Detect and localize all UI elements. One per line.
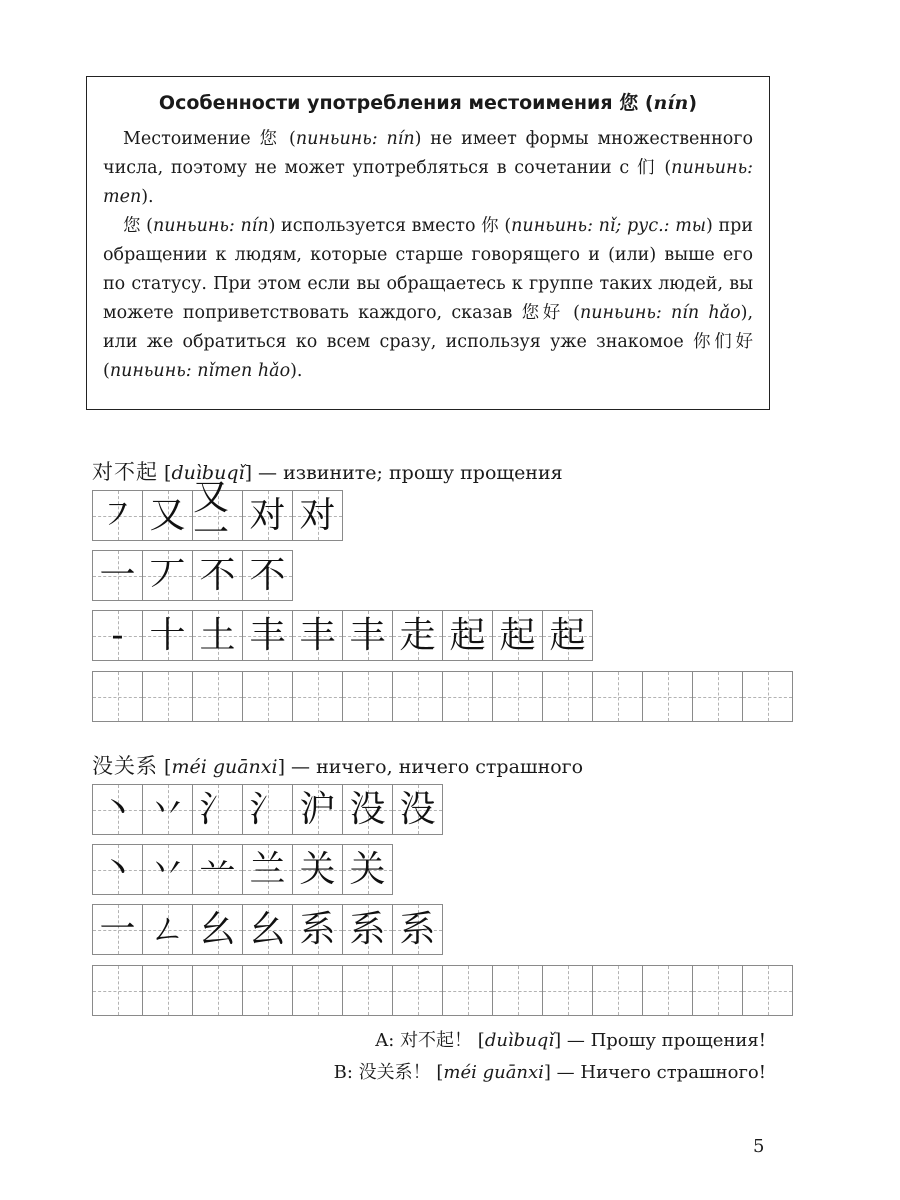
stroke-row-xi — [92, 904, 443, 955]
grid-cell — [342, 904, 393, 955]
dialog-a-open: [ — [472, 1030, 485, 1051]
grid-cell — [192, 476, 243, 554]
dialog-b-label: B: — [333, 1062, 359, 1083]
p2-text-h: ). — [290, 361, 303, 381]
dialog-a-text: Прошу прощения! — [590, 1030, 766, 1051]
stroke-row-mei — [92, 784, 443, 835]
practice-cell — [442, 965, 493, 1016]
grid-cell — [292, 904, 343, 955]
practice-cell — [642, 671, 693, 722]
dialog-a-label: A: — [375, 1030, 401, 1051]
p1-pinyin2: пиньинь: men — [103, 158, 753, 207]
grid-cell — [242, 550, 293, 601]
grid-cell — [342, 784, 393, 835]
section2-bracket-close: ] — — [277, 756, 317, 778]
grid-cell — [92, 490, 143, 541]
p1-text-b: ( — [280, 129, 296, 149]
stroke-char: 一 — [99, 554, 136, 596]
section1-bracket-close: ] — — [244, 462, 284, 484]
stroke-char: 关 — [349, 848, 386, 890]
stroke-char: 丰 — [249, 614, 286, 656]
grid-cell — [192, 904, 243, 955]
p1-text-e: ). — [141, 187, 154, 207]
practice-cell — [342, 671, 393, 722]
stroke-char: ㄥ — [149, 908, 186, 950]
p2-pinyin2: пиньинь: nǐ; рус.: ты — [511, 216, 707, 236]
practice-cell — [492, 671, 543, 722]
p1-text-a: Местоимение — [123, 129, 260, 149]
stroke-char: 沪 — [299, 788, 336, 830]
dialog-line-b — [334, 1058, 766, 1088]
p2-char2: 你 — [481, 216, 499, 236]
grid-cell — [192, 844, 243, 895]
practice-cell — [642, 965, 693, 1016]
stroke-char: 氵 — [199, 788, 236, 830]
p2-text-e: ( — [563, 303, 580, 323]
p1-char2: 们 — [636, 158, 657, 178]
grid-cell — [292, 610, 343, 661]
stroke-char: 起 — [449, 614, 486, 656]
practice-grid-2 — [92, 965, 793, 1016]
grid-cell — [242, 844, 293, 895]
info-box — [86, 76, 770, 410]
grid-cell — [92, 784, 143, 835]
box-paragraph-2 — [103, 212, 753, 386]
section1-heading — [92, 458, 563, 487]
stroke-char: 丰 — [349, 614, 386, 656]
grid-cell — [492, 610, 543, 661]
box-paragraph-1 — [103, 125, 753, 212]
practice-cell — [192, 965, 243, 1016]
stroke-char: - — [111, 614, 124, 656]
grid-cell — [242, 490, 293, 541]
practice-cell — [542, 671, 593, 722]
page-number: 5 — [753, 1136, 765, 1157]
section2-bracket-open: [ — [158, 756, 172, 778]
p2-text-c: ( — [498, 216, 512, 236]
grid-cell — [392, 904, 443, 955]
practice-cell — [442, 671, 493, 722]
stroke-row-bu — [92, 550, 293, 601]
practice-cell — [92, 965, 143, 1016]
p1-char: 您 — [259, 129, 281, 149]
stroke-char: 丷 — [149, 788, 186, 830]
grid-cell — [342, 610, 393, 661]
grid-cell — [292, 490, 343, 541]
practice-cell — [292, 965, 343, 1016]
p2-char3: 您好 — [521, 303, 564, 323]
practice-grid-1 — [92, 671, 793, 722]
p1-text-d: ( — [656, 158, 672, 178]
p2-text-f: ), или же обратиться ко всем сразу, используя уже знакомое — [103, 303, 754, 352]
grid-cell — [292, 784, 343, 835]
dialog-b-close: ] — — [543, 1062, 581, 1083]
stroke-char: 对 — [299, 494, 336, 536]
grid-cell — [92, 550, 143, 601]
grid-cell — [242, 784, 293, 835]
stroke-char: 丰 — [299, 614, 336, 656]
section2-meaning: ничего, ничего страшного — [316, 756, 584, 778]
dialog-a-close: ] — — [554, 1030, 591, 1051]
stroke-char: 氵 — [249, 788, 286, 830]
box-title-text: Особенности употребления местоимения — [158, 92, 613, 114]
stroke-char: 对 — [249, 494, 286, 536]
stroke-char: 土 — [199, 614, 236, 656]
grid-cell — [142, 610, 193, 661]
grid-cell — [392, 784, 443, 835]
stroke-char: 不 — [199, 554, 236, 596]
p2-text-g: ( — [103, 361, 110, 381]
grid-cell — [542, 610, 593, 661]
stroke-char: 系 — [349, 908, 386, 950]
stroke-char: 丷 — [149, 848, 186, 890]
dialog-b-pinyin: méi guānxi — [443, 1062, 544, 1083]
p2-text-b: ) используется вместо — [268, 216, 482, 236]
grid-cell — [92, 904, 143, 955]
practice-cell — [542, 965, 593, 1016]
dialog-a-hanzi: 对不起！ — [400, 1030, 473, 1051]
stroke-char: 系 — [299, 908, 336, 950]
grid-cell — [242, 610, 293, 661]
box-title: Особенности употребления местоимения 您 (nín) — [158, 92, 698, 114]
stroke-char: 䒑 — [199, 848, 236, 890]
grid-cell — [142, 550, 193, 601]
section1-meaning: извините; прошу прощения — [283, 462, 563, 484]
stroke-char: ㇇ — [99, 494, 136, 536]
stroke-char: 不 — [249, 554, 286, 596]
grid-cell — [192, 610, 243, 661]
grid-cell — [142, 904, 193, 955]
box-title-pinyin: nín — [653, 92, 689, 114]
grid-cell — [342, 844, 393, 895]
p2-pinyin: пиньинь: nín — [153, 216, 269, 236]
grid-cell — [442, 610, 493, 661]
p2-text-a: ( — [140, 216, 154, 236]
stroke-char: 幺 — [199, 908, 236, 950]
stroke-char: 又 — [149, 494, 186, 536]
stroke-char: 十 — [149, 614, 186, 656]
section2-hanzi: 没关系 — [92, 754, 158, 778]
grid-cell — [142, 490, 193, 541]
practice-cell — [242, 965, 293, 1016]
grid-cell — [242, 904, 293, 955]
stroke-char: 丆 — [149, 554, 186, 596]
stroke-char: 起 — [499, 614, 536, 656]
grid-cell — [142, 844, 193, 895]
stroke-char: 幺 — [249, 908, 286, 950]
practice-cell — [592, 965, 643, 1016]
stroke-char: 系 — [399, 908, 436, 950]
practice-cell — [742, 671, 793, 722]
section2-pinyin: méi guānxi — [171, 756, 278, 778]
stroke-char: 没 — [349, 788, 386, 830]
dialog-line-a — [375, 1026, 766, 1056]
stroke-row-qi — [92, 610, 593, 661]
grid-cell — [392, 610, 443, 661]
practice-cell — [692, 965, 743, 1016]
dialog-b-hanzi: 没关系！ — [358, 1062, 431, 1083]
stroke-char: 起 — [549, 614, 586, 656]
practice-cell — [592, 671, 643, 722]
stroke-char: 一 — [99, 908, 136, 950]
stroke-char: 又一 — [193, 476, 230, 554]
practice-cell — [92, 671, 143, 722]
stroke-row-guan — [92, 844, 393, 895]
grid-cell — [192, 550, 243, 601]
stroke-char: 关 — [299, 848, 336, 890]
practice-cell — [242, 671, 293, 722]
grid-cell — [292, 844, 343, 895]
practice-cell — [292, 671, 343, 722]
section2-heading — [92, 752, 583, 781]
dialog-a-pinyin: duìbuqǐ — [484, 1030, 555, 1051]
p2-text-d: ) при обращении к людям, которые старше говорящего и (или) выше его по статусу. При этом если вы обращаетесь к группе таких людей, вы можете поприветствовать каждого, сказав — [103, 216, 754, 323]
stroke-char: 走 — [399, 614, 436, 656]
grid-cell — [142, 784, 193, 835]
p1-pinyin: пиньинь: nín — [295, 129, 415, 149]
section1-hanzi: 对不起 — [92, 460, 158, 484]
practice-cell — [742, 965, 793, 1016]
practice-cell — [142, 671, 193, 722]
p2-pinyin3: пиньинь: nín hǎo — [579, 303, 741, 323]
stroke-char: 没 — [399, 788, 436, 830]
stroke-char: 丶 — [99, 788, 136, 830]
section1-pinyin: duìbuqǐ — [171, 462, 245, 484]
practice-cell — [392, 965, 443, 1016]
dialog-b-open: [ — [430, 1062, 444, 1083]
practice-cell — [392, 671, 443, 722]
section1-bracket-open: [ — [158, 462, 172, 484]
grid-cell — [92, 844, 143, 895]
stroke-char: 兰 — [249, 848, 286, 890]
grid-cell — [92, 610, 143, 661]
p1-text-c: ) не имеет формы множественного числа, поэтому не может употребляться в сочетании с — [103, 129, 753, 178]
practice-cell — [192, 671, 243, 722]
practice-cell — [492, 965, 543, 1016]
p2-char4: 你们好 — [693, 332, 753, 352]
dialog-b-text: Ничего страшного! — [580, 1062, 766, 1083]
practice-cell — [692, 671, 743, 722]
practice-cell — [142, 965, 193, 1016]
box-title-char: 您 — [619, 92, 639, 114]
stroke-row-dui — [92, 476, 343, 554]
p2-char: 您 — [123, 216, 141, 236]
practice-cell — [342, 965, 393, 1016]
grid-cell — [192, 784, 243, 835]
p2-pinyin4: пиньинь: nǐmen hǎo — [109, 361, 291, 381]
stroke-char: 丶 — [99, 848, 136, 890]
